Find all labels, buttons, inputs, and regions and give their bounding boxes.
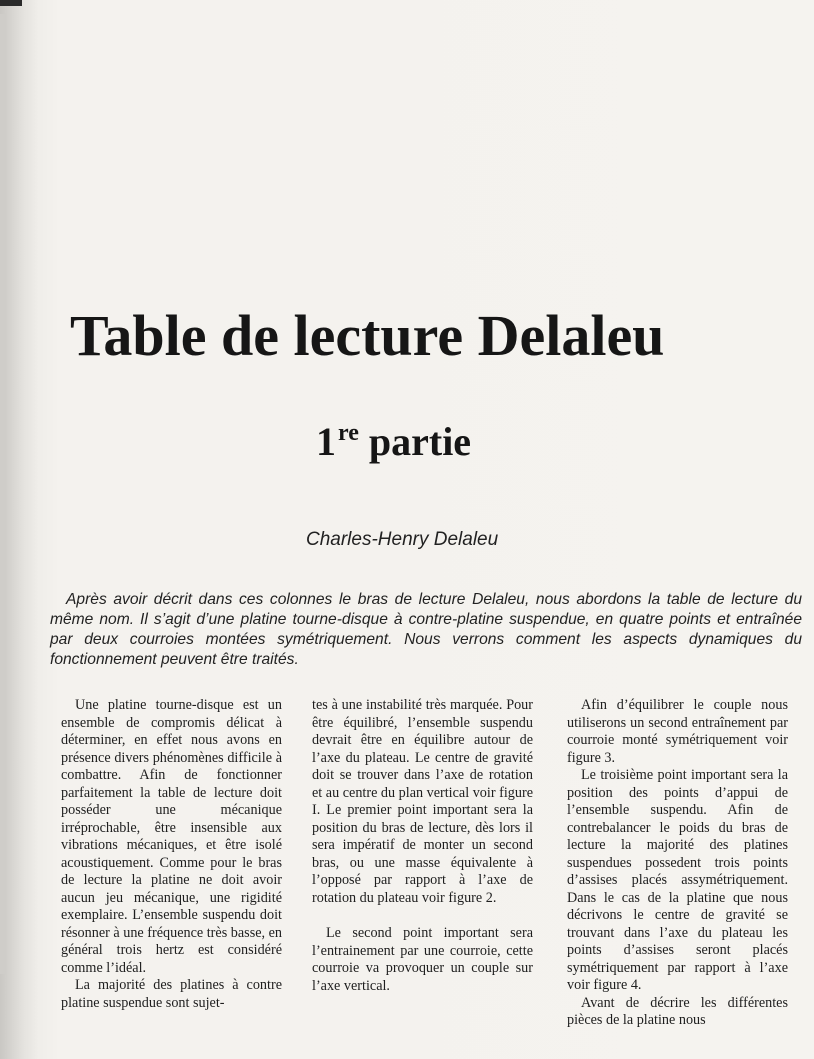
text-column-1: [61, 697, 282, 1012]
paragraph: La majorité des platines à contre platine suspendue sont sujet-: [61, 977, 282, 1011]
article-abstract: Après avoir décrit dans ces colonnes le bras de lecture Delaleu, nous abordons la table de lecture du même nom. Il s’agit d’une platine tourne-disque à contre-platine suspendue, en quatre points et entraînée par deux courroies montées symétriquement. Nous verrons comment les aspects dynamiques du fonctionnement peuvent être traités.: [50, 591, 802, 668]
subtitle-number: 1: [316, 419, 336, 464]
paragraph: tes à une instabilité très marquée. Pour être équilibré, l’ensemble suspendu devrait être en équilibre autour de l’axe du plateau. Le centre de gravité doit se trouver dans l’axe de rotation et au centre du plan vertical voir figure I. Le premier point important sera la position du bras de lecture, dès lors il sera impératif de monter un second bras, ou une masse équivalente à l’opposé par rapport à l’axe de rotation du plateau voir figure 2.: [312, 697, 533, 906]
paragraph: Une platine tourne-disque est un ensemble de compromis délicat à déterminer, en effet nous avons en présence divers phénomènes difficile à combattre. Afin de fonctionner parfaitement la table de lecture doit posséder une mécanique irréprochable, être insensible aux vibrations mécaniques, et être isolé acoustiquement. Comme pour le bras de lecture la platine ne doit avoir aucun jeu mécanique, une rigidité exemplaire. L’ensemble suspendu doit résonner à une fréquence très basse, en général trois hertz est considéré comme l’idéal.: [61, 697, 282, 976]
subtitle-superscript: re: [338, 420, 359, 446]
text-column-2: [312, 697, 533, 995]
spine-edge-line: [0, 14, 6, 974]
article-subtitle: [316, 418, 471, 465]
article-author: Charles-Henry Delaleu: [306, 529, 499, 550]
paragraph: Le second point important sera l’entrainement par une courroie, cette courroie va provoquer un couple sur l’axe vertical.: [312, 925, 533, 994]
subtitle-word: partie: [368, 419, 472, 464]
paragraph: Afin d’équilibrer le couple nous utiliserons un second entraînement par courroie monté symétriquement voir figure 3.: [567, 697, 788, 766]
article-title: Table de lecture Delaleu: [70, 303, 665, 368]
text-column-3: [567, 697, 788, 1030]
paragraph: Le troisième point important sera la position des points d’appui de l’ensemble suspendu. Afin de contrebalancer le poids du bras de lecture la majorité des platines suspendues possedent trois points d’assises placés assymétriquement. Dans le cas de la platine que nous décrivons le centre de gravité se trouvant dans l’axe du plateau les points d’assises seront placés symétriquement par rapport à l’axe voir figure 4.: [567, 767, 788, 993]
spine-mark: [0, 0, 22, 6]
paragraph: Avant de décrire les différentes pièces de la platine nous: [567, 994, 788, 1028]
